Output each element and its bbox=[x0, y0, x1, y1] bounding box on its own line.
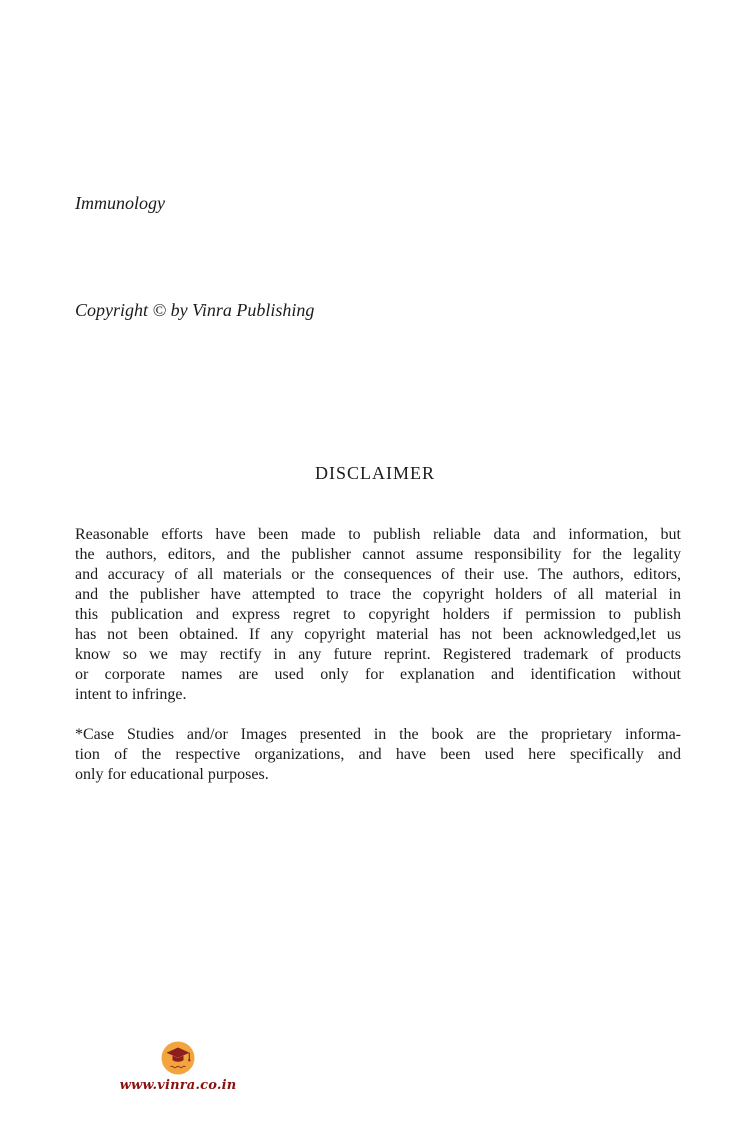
book-title: Immunology bbox=[75, 193, 165, 213]
disclaimer-paragraph-1 bbox=[75, 525, 681, 705]
paragraph-line: the authors, editors, and the publisher cannot assume responsibility for the legality bbox=[75, 546, 681, 563]
publisher-website: www.vinra.co.in bbox=[119, 1078, 237, 1093]
paragraph-line: only for educational purposes. bbox=[75, 766, 269, 783]
graduation-cap-icon bbox=[160, 1040, 196, 1076]
paragraph-line: has not been obtained. If any copyright material has not been acknowledged,let us bbox=[75, 626, 681, 643]
paragraph-line: Reasonable efforts have been made to publish reliable data and information, but bbox=[75, 526, 681, 543]
disclaimer-heading: DISCLAIMER bbox=[314, 463, 435, 483]
paragraph-line: or corporate names are used only for explanation and identification without bbox=[75, 666, 681, 683]
paragraph-line: and accuracy of all materials or the consequences of their use. The authors, editors, bbox=[75, 566, 681, 583]
paragraph-line: and the publisher have attempted to trace the copyright holders of all material in bbox=[75, 586, 681, 603]
paragraph-line: *Case Studies and/or Images presented in the book are the proprietary informa- bbox=[75, 726, 681, 743]
paragraph-line: intent to infringe. bbox=[75, 686, 187, 703]
paragraph-line: know so we may rectify in any future reprint. Registered trademark of products bbox=[75, 646, 681, 663]
paragraph-line: this publication and express regret to copyright holders if permission to publish bbox=[75, 606, 681, 623]
copyright-line: Copyright © by Vinra Publishing bbox=[75, 300, 315, 320]
publisher-logo bbox=[160, 1040, 196, 1076]
disclaimer-paragraph-2 bbox=[75, 725, 681, 785]
paragraph-line: tion of the respective organizations, and have been used here specifically and bbox=[75, 746, 681, 763]
